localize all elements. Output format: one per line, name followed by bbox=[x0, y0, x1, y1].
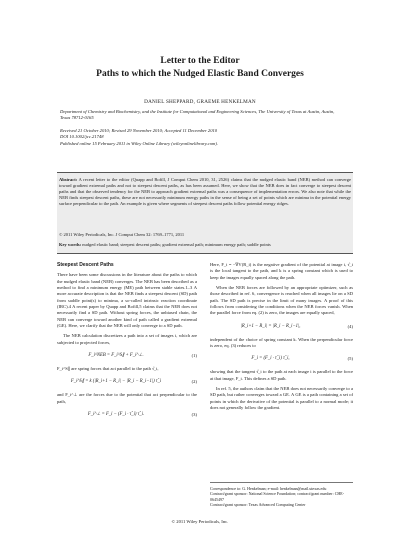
abstract-copyright: © 2011 Wiley Periodicals, Inc. J Comput Chem 32: 1769–1771, 2011 bbox=[59, 232, 185, 237]
paragraph: F_i^S∥ are spring forces that act parallel to the path τ̂_i, bbox=[57, 366, 159, 372]
left-column bbox=[57, 262, 197, 425]
doi: DOI 10.1002/jcc.21748 bbox=[60, 134, 104, 140]
right-column bbox=[210, 262, 353, 412]
equation-expression: F_i^⊥ = F_i − (F_i · τ̂_i) τ̂_i. bbox=[87, 412, 145, 418]
equation-2 bbox=[57, 376, 197, 388]
grant-line: Contract/grant sponsor: Texas Advanced Computing Center bbox=[210, 502, 306, 508]
keywords bbox=[59, 242, 351, 247]
correspondence-footnote bbox=[210, 482, 353, 508]
received-dates: Received 21 October 2010; Revised 29 November 2010; Accepted 11 December 2010 bbox=[60, 128, 218, 133]
correspondence-line: Correspondence to: G. Henkelman; e-mail: henkelman@mail.utexas.edu bbox=[210, 486, 327, 491]
equation-number: (4) bbox=[347, 323, 353, 329]
equation-number: (3) bbox=[191, 412, 197, 418]
keywords-label: Key words: bbox=[59, 242, 82, 247]
abstract-box bbox=[57, 172, 353, 254]
affiliation: Department of Chemistry and Biochemistry, and the Institute for Computational and Engineering Sciences, The University of Texas at Austin, Austin, Texas 78712-0165 bbox=[60, 109, 335, 121]
paragraph: Here, F_i = −∇V(R_i) is the negative gradient of the potential at image i, τ̂_i is the local tangent to the path, and k is a spring constant which is used to keep the images equally spaced along the path. bbox=[210, 262, 353, 280]
equation-expression: F_i = (F_i · τ̂_i) τ̂_i, bbox=[251, 356, 290, 362]
equation-number: (1) bbox=[191, 353, 197, 359]
abstract-label: Abstract: bbox=[59, 177, 78, 182]
paragraph: showing that the tangent τ̂_i to the path at each image i is parallel to the force at that image, F_i. This defines a SD path. bbox=[210, 369, 353, 381]
equation-1 bbox=[57, 350, 197, 362]
equation-5 bbox=[210, 353, 353, 365]
article-kicker: Letter to the Editor bbox=[160, 56, 240, 66]
equation-expression: F_i^NEB = F_i^S∥ + F_i^⊥. bbox=[88, 353, 144, 359]
equation-expression: |R_i+1 − R_i| = |R_i − R_i−1|, bbox=[240, 323, 301, 329]
equation-number: (2) bbox=[191, 379, 197, 385]
abstract bbox=[59, 177, 351, 207]
equation-number: (5) bbox=[347, 356, 353, 362]
section-heading: Steepest Descent Paths bbox=[57, 262, 114, 268]
paragraph: When the NEB forces are followed by an appropriate optimizer, such as those described in ref. 6, convergence is reached when all images lie on a SD path. The SD path is precise in the limit of many images. A proof of this follows from considering the conditions when the NEB forces vanish. When the parallel force from eq. (2) is zero, the images are equally spaced, bbox=[210, 285, 353, 316]
page-footer-copyright: © 2011 Wiley Periodicals, Inc. bbox=[171, 519, 229, 524]
author-line: DANIEL SHEPPARD, GRAEME HENKELMAN bbox=[144, 99, 256, 105]
article-title: Paths to which the Nudged Elastic Band Converges bbox=[96, 69, 304, 79]
published-online: Published online 15 February 2011 in Wiley Online Library (wileyonlinelibrary.com). bbox=[60, 140, 218, 146]
paragraph: and F_i^⊥ are the forces due to the potential that act perpendicular to the path, bbox=[57, 392, 197, 404]
grant-line: Contract/grant sponsor: National Science Foundation; contract/grant number: CHE-0645497 bbox=[210, 491, 345, 502]
equation-3 bbox=[57, 409, 197, 421]
publication-history bbox=[60, 128, 345, 147]
equation-expression: F_i^S∥ = k (|R_i+1 − R_i| − |R_i − R_i−1|) τ̂_i bbox=[70, 379, 162, 385]
paragraph: There have been some discussions in the literature about the paths to which the nudged elastic band (NEB) converges. The NEB has been described as a method to find a minimum energy (ME) path between stable states.1–3 A more accurate description is that the NEB finds a steepest descent (SD) path from saddle point(s) to minima, a so-called intrinsic reaction coordinate (IRC).4 A recent paper by Quapp and Bofill,5 claims that the NEB does not necessarily find a SD path. Without spring forces, the unbiased chain, the NEB can converge toward another kind of path called a gradient extremal (GE). Here, we clarify that the NEB will only converge to a SD path. bbox=[57, 272, 197, 329]
abstract-text: A recent letter to the editor (Quapp and Bofill, J Comput Chem 2010, 31, 2526) claims that the nudged elastic band (NEB) method can converge toward gradient extremal paths and not to steepest descent paths, as has been assumed. Here, we show that the NEB does in fact converge to steepest descent paths and that the observed tendency for the NEB to approach gradient extremal paths was a consequence of implementation errors. We also note that while the NEB finds steepest descent paths, these are not necessarily minimum energy paths in the sense of being a set of points which are minima in the potential energy surface perpendicular to the path. An example is given where segments of steepest descent paths follow potential energy ridges. bbox=[59, 177, 351, 207]
paragraph: In ref. 5, the authors claim that the NEB does not necessarily converge to a SD path, but rather converges toward a GE. A GE is a path containing a set of points in which the derivative of the potential is parallel to a normal mode; it does not generally follow the gradient. bbox=[210, 386, 353, 411]
paragraph: independent of the choice of spring constant k. When the perpendicular force is zero, eq. (3) reduces to bbox=[210, 336, 353, 349]
equation-4 bbox=[210, 321, 353, 333]
paragraph: The NEB calculation discretizes a path into a set of images i, which are subjected to projected forces, bbox=[57, 333, 197, 345]
keywords-text: nudged elastic band; steepest descent paths; gradient extremal path; minimum energy path; saddle points bbox=[82, 242, 271, 247]
